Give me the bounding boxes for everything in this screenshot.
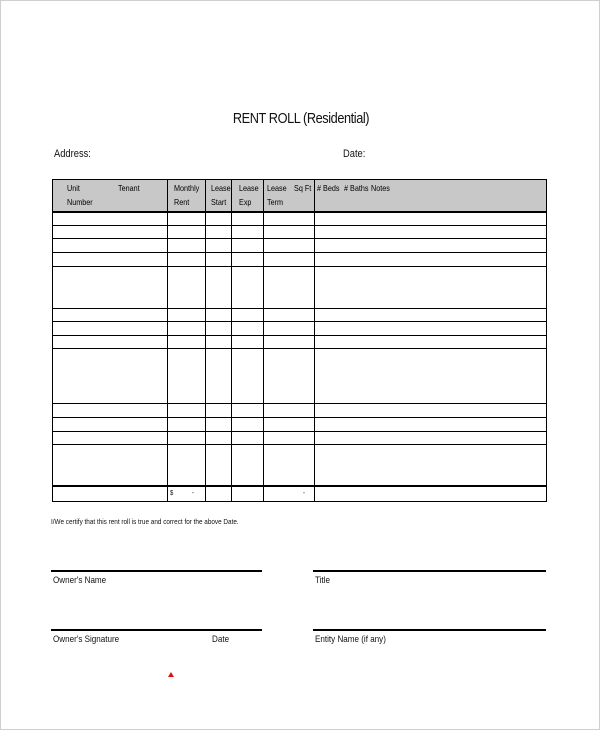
header-monthly-rent-line1: Monthly	[174, 183, 200, 193]
header-monthly-rent-line2: Rent	[174, 197, 190, 207]
owners-signature-label: Owner's Signature	[53, 634, 120, 645]
row-divider	[53, 444, 546, 445]
header-lease-term-line1: Lease	[267, 183, 287, 193]
header-unit	[67, 181, 93, 209]
page-title: RENT ROLL (Residential)	[232, 110, 370, 127]
header-lease-term	[267, 181, 287, 209]
header-monthly-rent	[174, 181, 199, 209]
rent-total-value: -	[192, 490, 194, 497]
row-divider	[53, 321, 546, 322]
row-divider	[53, 266, 546, 267]
owners-name-label: Owner's Name	[53, 575, 107, 586]
table-header	[53, 180, 546, 213]
certification-text: I/We certify that this rent roll is true and correct for the above Date.	[51, 517, 239, 526]
header-beds: # Beds	[317, 183, 340, 193]
owners-name-line[interactable]	[51, 570, 262, 572]
totals-divider	[53, 485, 546, 487]
header-unit-line1: Unit	[67, 183, 80, 193]
row-divider	[53, 335, 546, 336]
entity-name-line[interactable]	[313, 629, 546, 631]
row-divider	[53, 417, 546, 418]
header-tenant: Tenant	[118, 183, 140, 193]
owners-signature-line[interactable]	[51, 629, 262, 631]
date-label: Date:	[343, 148, 366, 160]
row-divider	[53, 238, 546, 239]
address-label: Address:	[54, 148, 91, 160]
column-divider	[314, 180, 315, 501]
header-lease-start-line1: Lease	[211, 183, 231, 193]
title-label: Title	[315, 575, 330, 586]
row-divider	[53, 431, 546, 432]
header-lease-exp-line1: Lease	[239, 183, 259, 193]
header-baths: # Baths	[344, 183, 369, 193]
header-lease-term-line2: Term	[267, 197, 284, 207]
column-divider	[231, 180, 232, 501]
column-divider	[205, 180, 206, 501]
column-divider	[263, 180, 264, 501]
header-unit-line2: Number	[67, 197, 93, 207]
header-lease-exp-line2: Exp	[239, 197, 252, 207]
entity-name-label: Entity Name (if any)	[315, 634, 386, 645]
red-triangle-icon	[168, 672, 174, 677]
header-lease-exp	[239, 181, 259, 209]
date-signature-label: Date	[212, 634, 230, 645]
header-lease-start-line2: Start	[211, 197, 227, 207]
row-divider	[53, 308, 546, 309]
row-divider	[53, 252, 546, 253]
rent-total-currency: $	[170, 490, 174, 497]
column-divider	[167, 180, 168, 501]
row-divider	[53, 403, 546, 404]
title-line[interactable]	[313, 570, 546, 572]
header-sq-ft: Sq Ft	[294, 183, 312, 193]
sqft-total-value: -	[303, 490, 305, 497]
header-notes: Notes	[371, 183, 390, 193]
row-divider	[53, 348, 546, 349]
rent-roll-table	[52, 179, 547, 502]
header-lease-start	[211, 181, 231, 209]
row-divider	[53, 225, 546, 226]
